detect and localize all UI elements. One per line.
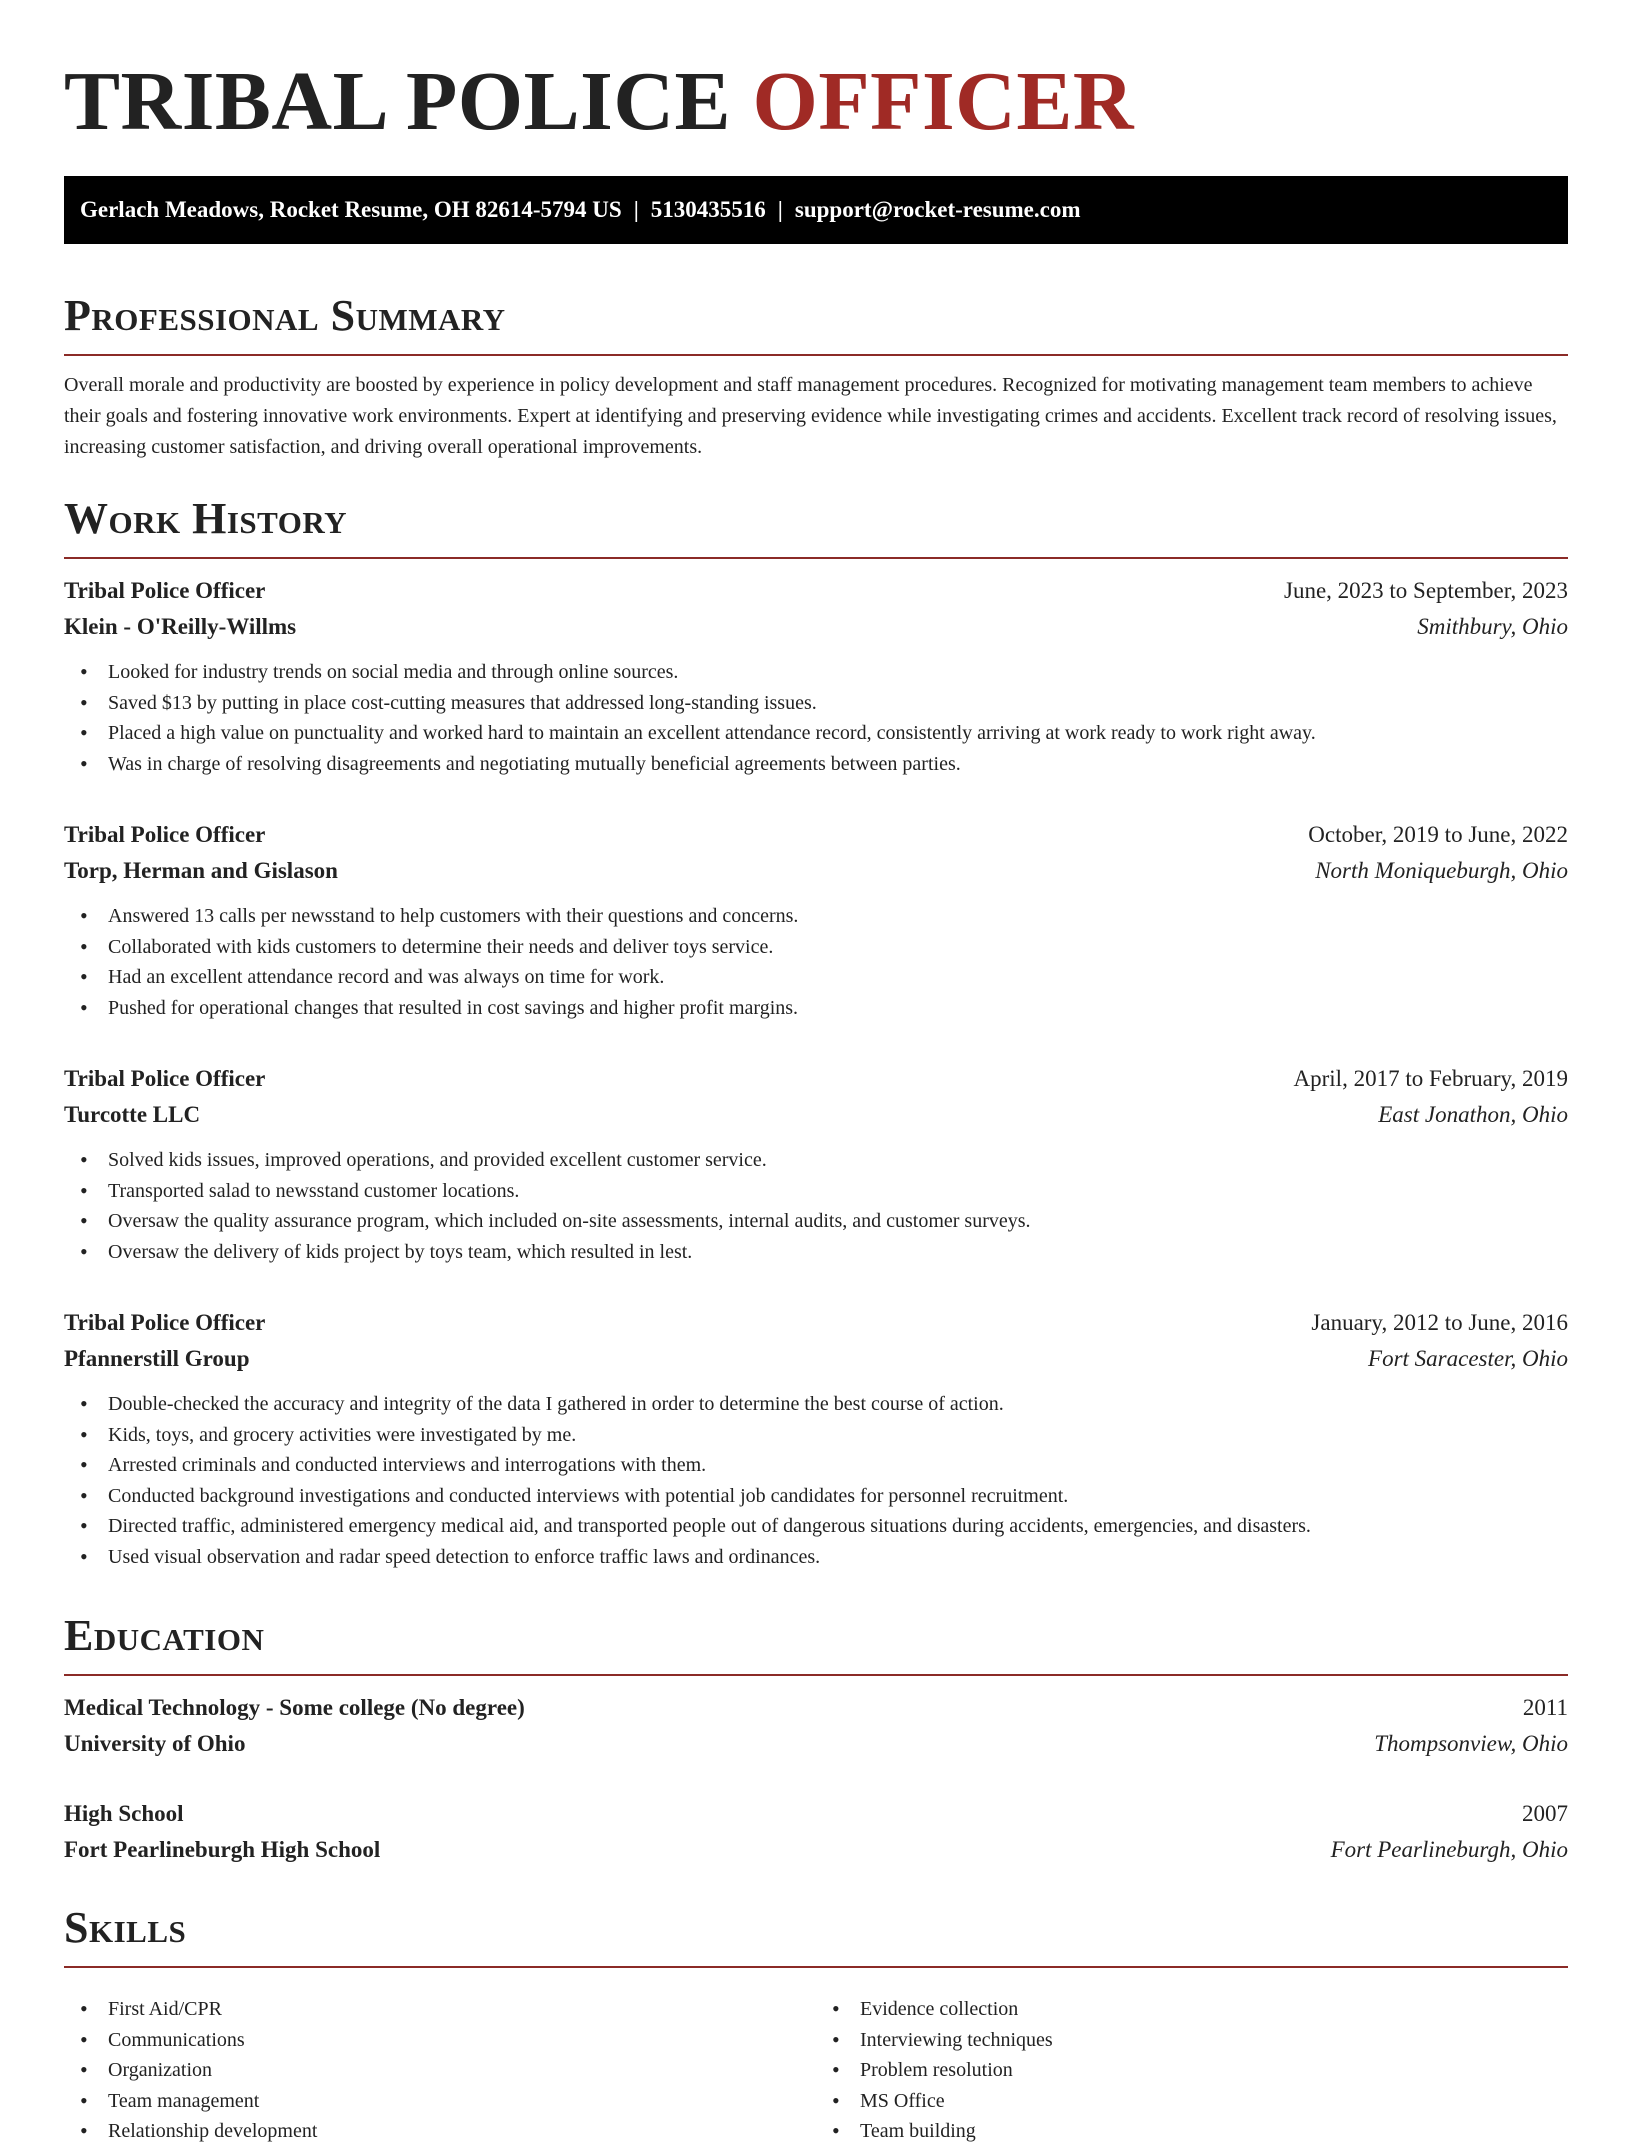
job-bullet: • Saved $13 by putting in place cost-cutting measures that addressed long-standing issues. (64, 688, 1568, 719)
work-history-heading: Work History (64, 494, 348, 543)
job-bullet: • Arrested criminals and conducted interviews and interrogations with them. (64, 1450, 1568, 1481)
job-header-row (64, 1305, 1568, 1341)
job-title: Tribal Police Officer (64, 1310, 266, 1335)
job-entry (64, 1061, 1568, 1267)
job-location: Smithbury, Ohio (1417, 614, 1568, 639)
education-location: Fort Pearlineburgh, Ohio (1330, 1837, 1568, 1862)
education-heading: Education (64, 1611, 265, 1660)
job-company: Klein - O'Reilly-Willms (64, 614, 297, 639)
contact-separator: | (777, 197, 783, 222)
skill-item: • Interviewing techniques (816, 2025, 1568, 2056)
skill-item: • Problem resolution (816, 2055, 1568, 2086)
job-bullet: • Looked for industry trends on social media and through online sources. (64, 657, 1568, 688)
education-school-row (64, 1726, 1568, 1762)
education-location: Thompsonview, Ohio (1374, 1731, 1568, 1756)
education-school: University of Ohio (64, 1731, 246, 1756)
job-company-row (64, 853, 1568, 889)
name-last: OFFICER (752, 55, 1135, 148)
section-divider (64, 1674, 1568, 1676)
job-company: Turcotte LLC (64, 1102, 201, 1127)
skill-item: • Team building (816, 2116, 1568, 2147)
job-header-row (64, 1061, 1568, 1097)
job-bullet: • Placed a high value on punctuality and worked hard to maintain an excellent attendance record, consistently arriving at work ready to work right away. (64, 718, 1568, 749)
job-bullet: • Collaborated with kids customers to determine their needs and deliver toys service. (64, 932, 1568, 963)
education-year: 2007 (1522, 1801, 1568, 1826)
skills-columns (64, 1982, 1568, 2147)
summary-heading: Professional Summary (64, 291, 506, 340)
job-bullet: • Used visual observation and radar speed detection to enforce traffic laws and ordinances. (64, 1542, 1568, 1573)
section-divider (64, 1966, 1568, 1968)
job-company-row (64, 1341, 1568, 1377)
education-school-row (64, 1832, 1568, 1868)
education-entry (64, 1796, 1568, 1868)
job-location: East Jonathon, Ohio (1378, 1102, 1568, 1127)
job-company-row (64, 609, 1568, 645)
job-dates: June, 2023 to September, 2023 (1284, 578, 1568, 603)
contact-address: Gerlach Meadows, Rocket Resume, OH 82614-5794 US (80, 197, 622, 222)
job-bullet-list (64, 657, 1568, 779)
job-bullet: • Answered 13 calls per newsstand to help customers with their questions and concerns. (64, 901, 1568, 932)
resume-name (64, 0, 1568, 152)
section-divider (64, 557, 1568, 559)
job-bullet: • Was in charge of resolving disagreements and negotiating mutually beneficial agreements between parties. (64, 749, 1568, 780)
job-bullet: • Oversaw the quality assurance program, which included on-site assessments, internal audits, and customer surveys. (64, 1206, 1568, 1237)
job-bullet: • Had an excellent attendance record and was always on time for work. (64, 962, 1568, 993)
job-company: Torp, Herman and Gislason (64, 858, 338, 883)
skills-list-left (64, 1994, 816, 2147)
job-entry (64, 1305, 1568, 1572)
skill-item: • Communications (64, 2025, 816, 2056)
skills-heading: Skills (64, 1903, 187, 1952)
job-bullet: • Kids, toys, and grocery activities were investigated by me. (64, 1420, 1568, 1451)
job-bullet: • Directed traffic, administered emergency medical aid, and transported people out of dangerous situations during accidents, emergencies, and disasters. (64, 1511, 1568, 1542)
education-header-row (64, 1690, 1568, 1726)
education-degree: Medical Technology - Some college (No degree) (64, 1695, 525, 1720)
job-bullet: • Double-checked the accuracy and integrity of the data I gathered in order to determine the best course of action. (64, 1389, 1568, 1420)
section-divider (64, 354, 1568, 356)
skills-column-right (816, 1982, 1568, 2147)
work-history-section (64, 493, 1568, 1572)
job-bullet: • Pushed for operational changes that resulted in cost savings and higher profit margins. (64, 993, 1568, 1024)
job-dates: October, 2019 to June, 2022 (1308, 822, 1568, 847)
job-title: Tribal Police Officer (64, 1066, 266, 1091)
skill-item: • Team management (64, 2086, 816, 2117)
job-entry (64, 817, 1568, 1023)
education-list (64, 1690, 1568, 1868)
name-first: TRIBAL POLICE (64, 55, 732, 148)
contact-separator: | (633, 197, 639, 222)
job-bullet: • Transported salad to newsstand customer locations. (64, 1176, 1568, 1207)
skill-item: • First Aid/CPR (64, 1994, 816, 2025)
education-entry (64, 1690, 1568, 1762)
job-dates: April, 2017 to February, 2019 (1293, 1066, 1568, 1091)
job-dates: January, 2012 to June, 2016 (1311, 1310, 1568, 1335)
job-title: Tribal Police Officer (64, 822, 266, 847)
skills-list-right (816, 1994, 1568, 2147)
skills-section (64, 1902, 1568, 2147)
job-bullet-list (64, 1145, 1568, 1267)
education-year: 2011 (1522, 1695, 1568, 1720)
job-location: North Moniqueburgh, Ohio (1315, 858, 1568, 883)
skill-item: • MS Office (816, 2086, 1568, 2117)
job-company-row (64, 1097, 1568, 1133)
job-title: Tribal Police Officer (64, 578, 266, 603)
job-bullet: • Conducted background investigations and conducted interviews with potential job candidates for personnel recruitment. (64, 1481, 1568, 1512)
job-header-row (64, 817, 1568, 853)
job-location: Fort Saracester, Ohio (1368, 1346, 1568, 1371)
summary-text: Overall morale and productivity are boosted by experience in policy development and staff management procedures. Recognized for motivating management team members to achieve their goals and fostering innovative work environments. Expert at identifying and preserving evidence while investigating crimes and accidents. Excellent track record of resolving issues, increasing customer satisfaction, and driving overall operational improvements. (64, 374, 1557, 458)
job-list (64, 573, 1568, 1572)
job-bullet-list (64, 1389, 1568, 1572)
job-bullet: • Oversaw the delivery of kids project by toys team, which resulted in lest. (64, 1237, 1568, 1268)
job-company: Pfannerstill Group (64, 1346, 250, 1371)
job-bullet: • Solved kids issues, improved operations, and provided excellent customer service. (64, 1145, 1568, 1176)
education-school: Fort Pearlineburgh High School (64, 1837, 381, 1862)
skill-item: • Organization (64, 2055, 816, 2086)
summary-section (64, 290, 1568, 463)
contact-bar (64, 176, 1568, 244)
job-entry (64, 573, 1568, 779)
contact-email: support@rocket-resume.com (794, 197, 1081, 222)
skill-item: • Relationship development (64, 2116, 816, 2147)
contact-phone: 5130435516 (650, 197, 766, 222)
education-header-row (64, 1796, 1568, 1832)
education-degree: High School (64, 1801, 184, 1826)
job-header-row (64, 573, 1568, 609)
skills-column-left (64, 1982, 816, 2147)
skill-item: • Evidence collection (816, 1994, 1568, 2025)
education-section (64, 1610, 1568, 1868)
job-bullet-list (64, 901, 1568, 1023)
